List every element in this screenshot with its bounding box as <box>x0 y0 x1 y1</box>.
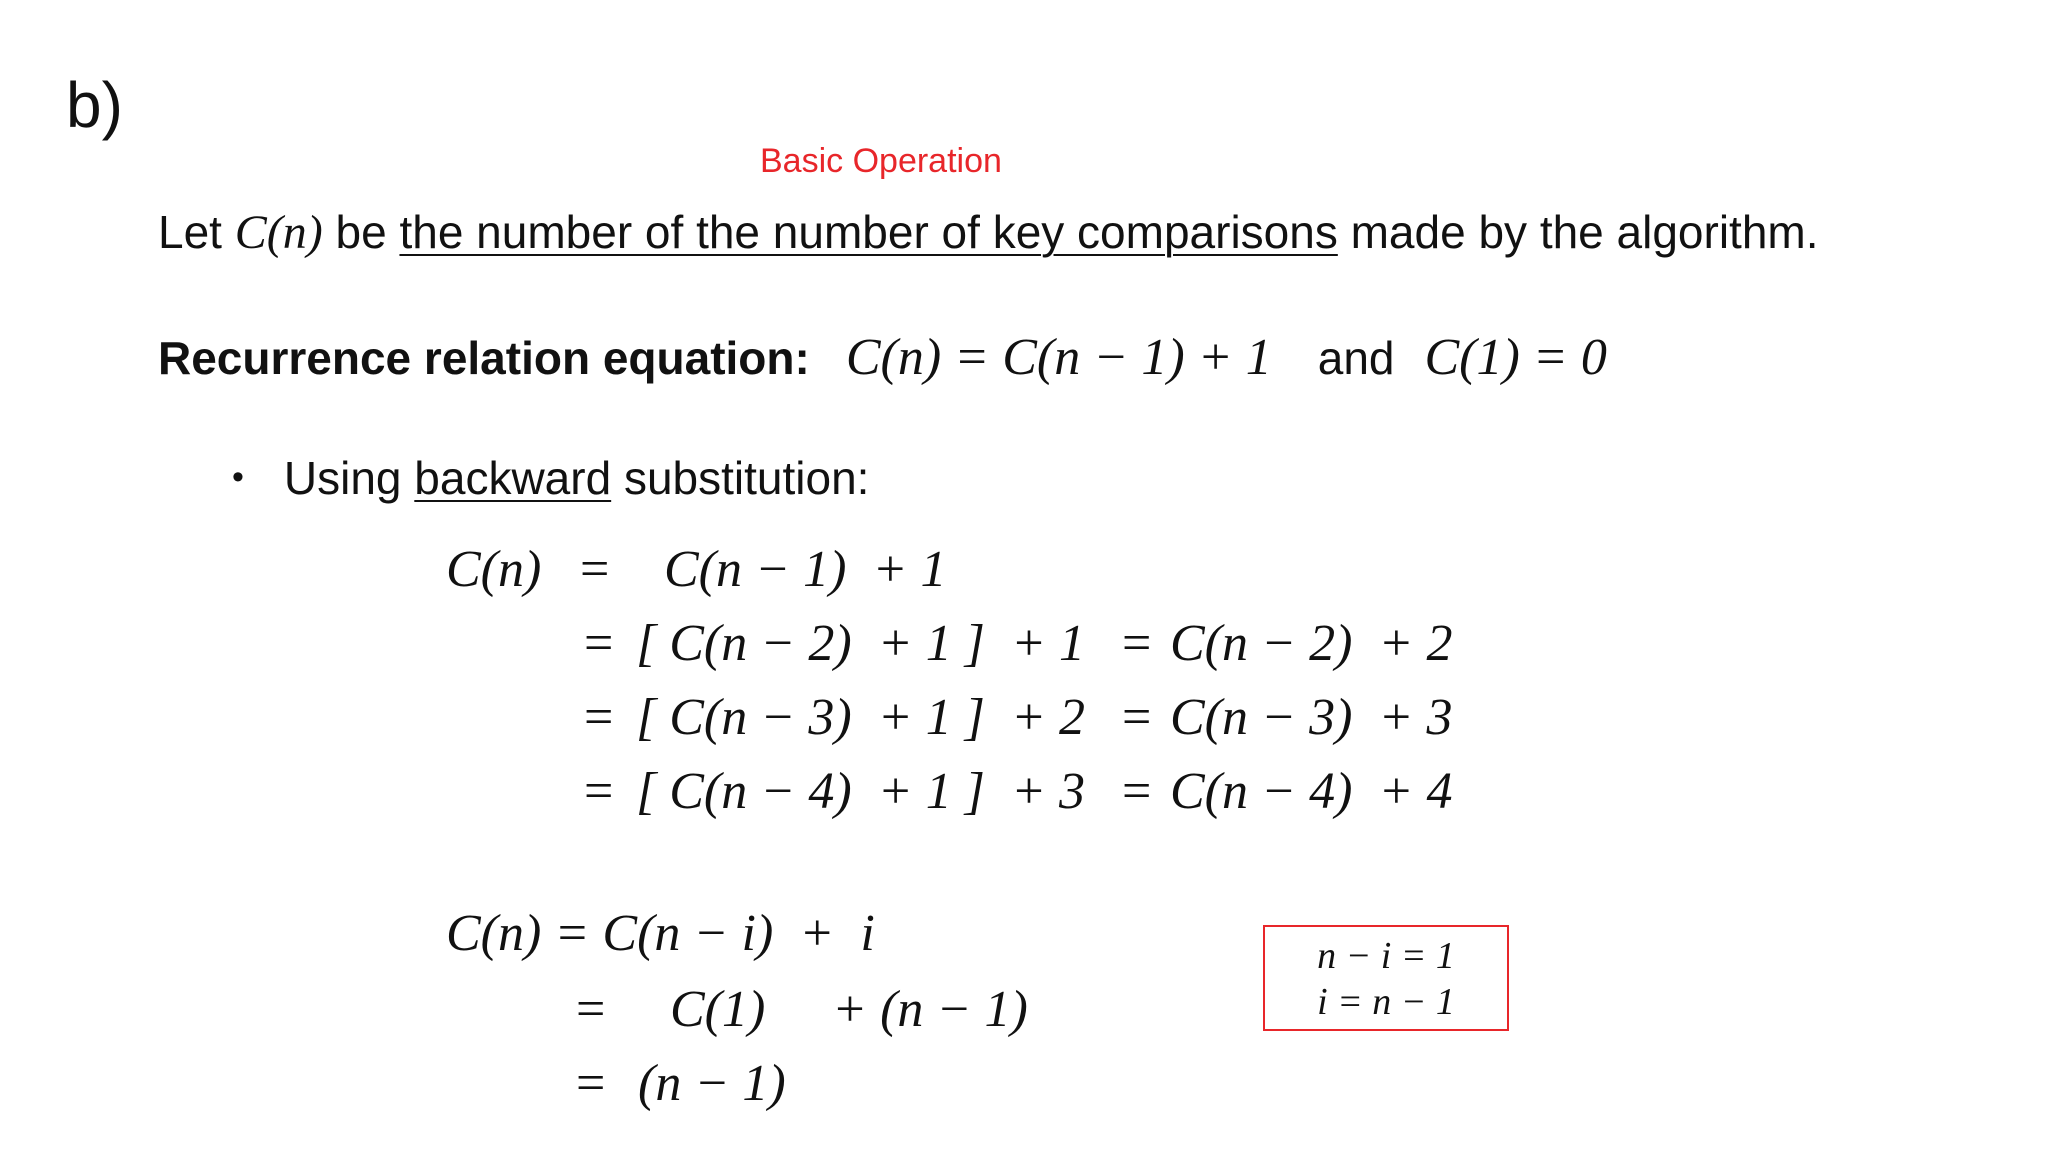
recurrence-line <box>158 328 1607 387</box>
definition-line <box>158 205 1819 260</box>
definition-symbol: C(n) <box>234 206 323 259</box>
substitution-lhs: C(n) <box>446 541 542 598</box>
step-1-result: C(n − 2) + 2 <box>1170 615 1453 672</box>
substitution-first-equals: = <box>580 541 610 598</box>
recurrence-label: Recurrence relation equation: <box>158 332 810 384</box>
general-line-2-equals: = <box>576 981 606 1038</box>
step-3-expression: [ C(n − 4) + 1 ] + 3 <box>636 763 1086 820</box>
step-3-equals-result: = <box>1122 763 1152 820</box>
substitution-condition-box <box>1263 925 1509 1031</box>
step-2-equals-result: = <box>1122 689 1152 746</box>
bullet-underlined: backward <box>414 452 612 504</box>
definition-suffix: made by the algorithm. <box>1337 206 1819 258</box>
step-2-expression: [ C(n − 3) + 1 ] + 2 <box>636 689 1086 746</box>
bullet-suffix: substitution: <box>611 452 870 504</box>
bullet-prefix: Using <box>283 452 415 504</box>
definition-prefix: Let <box>158 206 235 258</box>
general-line-3-result: (n − 1) <box>638 1055 786 1112</box>
basic-operation-annotation: Basic Operation <box>760 142 1002 180</box>
step-1-equals: = <box>584 615 614 672</box>
general-line-1: C(n) = C(n − i) + i <box>446 905 875 962</box>
step-3-equals: = <box>584 763 614 820</box>
recurrence-connector: and <box>1317 332 1395 384</box>
definition-underlined-phrase: the number of the number of key comparisons <box>399 206 1338 258</box>
bullet-marker: • <box>232 458 244 496</box>
step-1-equals-result: = <box>1122 615 1152 672</box>
recurrence-initial: C(1) = 0 <box>1424 329 1607 386</box>
condition-row-2: i = n − 1 <box>1317 981 1455 1023</box>
definition-middle: be <box>322 206 400 258</box>
general-line-2-c1: C(1) <box>670 981 766 1038</box>
substitution-first-rhs: C(n − 1) + 1 <box>664 541 947 598</box>
step-2-result: C(n − 3) + 3 <box>1170 689 1453 746</box>
part-label: b) <box>66 69 123 141</box>
general-line-2-term: + (n − 1) <box>832 981 1028 1038</box>
bullet-line <box>232 451 869 505</box>
condition-row-1: n − i = 1 <box>1317 935 1455 977</box>
step-3-result: C(n − 4) + 4 <box>1170 763 1453 820</box>
recurrence-equation: C(n) = C(n − 1) + 1 <box>845 329 1272 386</box>
step-2-equals: = <box>584 689 614 746</box>
step-1-expression: [ C(n − 2) + 1 ] + 1 <box>636 615 1086 672</box>
general-line-3-equals: = <box>576 1055 606 1112</box>
